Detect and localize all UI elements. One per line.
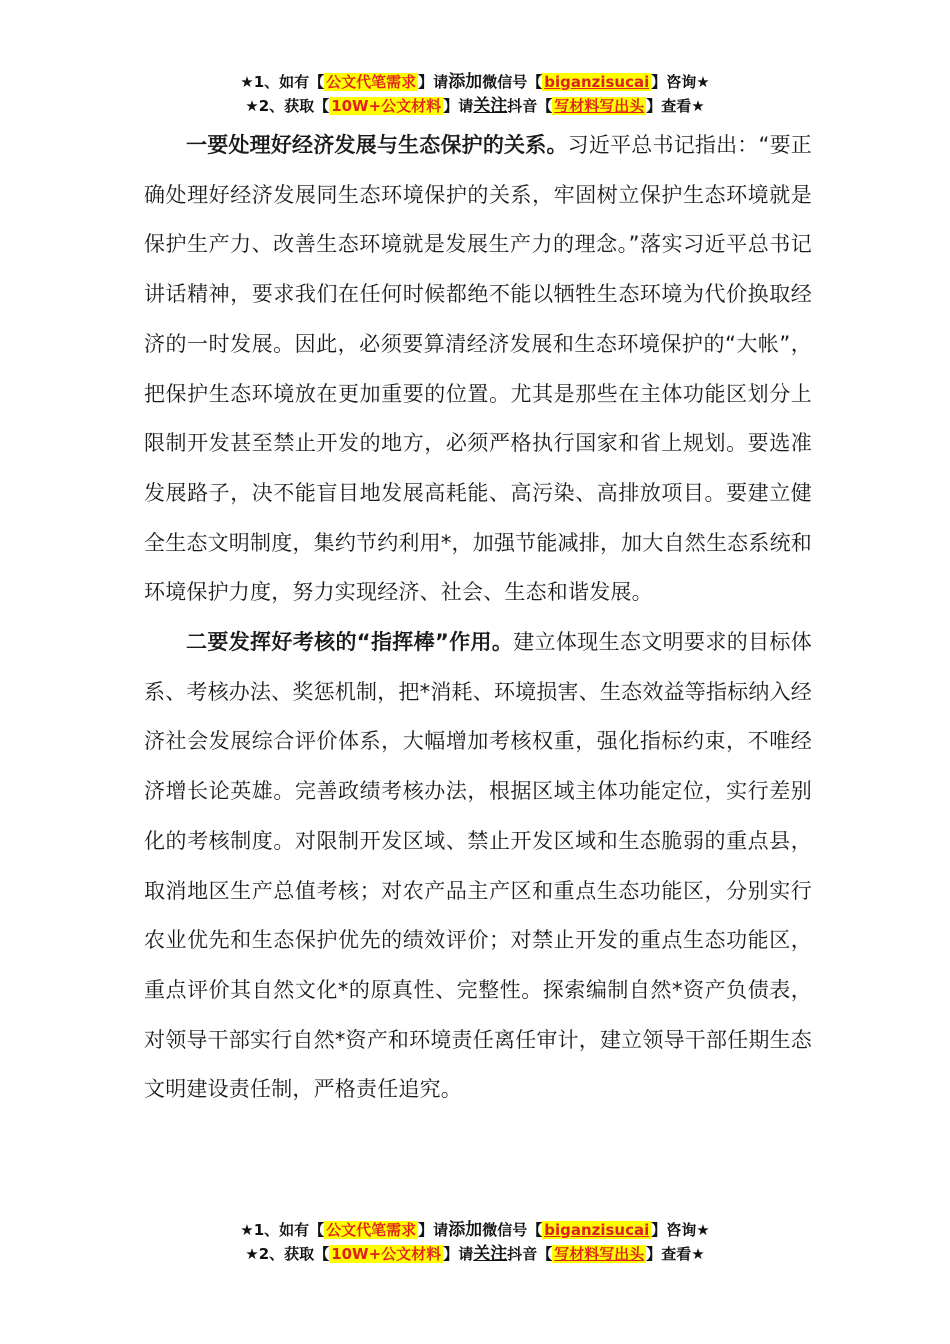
paragraph-2 xyxy=(144,618,812,1115)
footer-banner-line-2: ★2、获取【 10W+公文材料 】请关注抖音【 写材料写出头 】查看★ xyxy=(245,1244,705,1264)
paragraph-1-heading: 一要处理好经济发展与生态保护的关系。 xyxy=(186,133,568,157)
footer-highlight-douyin: 写材料写出头 xyxy=(554,1245,645,1263)
banner-highlight-douyin: 写材料写出头 xyxy=(554,97,645,115)
footer-banner-line-1: ★1、如有【 公文代笔需求 】请添加微信号【 biganzisucai 】咨询★ xyxy=(240,1220,710,1240)
paragraph-2-text: 建立体现生态文明要求的目标体系、考核办法、奖惩机制，把*消耗、环境损害、生态效益等指标纳入经济社会发展综合评价体系，大幅增加考核权重，强化指标约束，不唯经济增长论英雄。完善政绩考核办法，根据区域主体功能定位，实行差别化的考核制度。对限制开发区域、禁止开发区域和生态脆弱的重点县，取消地区生产总值考核；对农产品主产区和重点生态功能区，分别实行农业优先和生态保护优先的绩效评价；对禁止开发的重点生态功能区，重点评价其自然文化*的原真性、完整性。探索编制自然*资产负债表，对领导干部实行自然*资产和环境责任离任审计，建立领导干部任期生态文明建设责任制，严格责任追究。 xyxy=(144,630,812,1102)
footer-highlight-service: 公文代笔需求 xyxy=(326,1221,417,1239)
banner-highlight-materials: 10W+公文材料 xyxy=(331,97,442,115)
banner-line-2: ★2、获取【 10W+公文材料 】请关注抖音【 写材料写出头 】查看★ xyxy=(245,96,705,116)
banner-highlight-wechat-id: biganzisucai xyxy=(544,73,650,91)
paragraph-1-text: 习近平总书记指出：“要正确处理好经济发展同生态环境保护的关系，牢固树立保护生态环境就是保护生产力、改善生态环境就是发展生产力的理念。”落实习近平总书记讲话精神，要求我们在任何时候都绝不能以牺牲生态环境为代价换取经济的一时发展。因此，必须要算清经济发展和生态环境保护的“大帐”，把保护生态环境放在更加重要的位置。尤其是那些在主体功能区划分上限制开发甚至禁止开发的地方，必须严格执行国家和省上规划。要选准发展路子，决不能盲目地发展高耗能、高污染、高排放项目。要建立健全生态文明制度，集约节约利用*，加强节能减排，加大自然生态系统和环境保护力度，努力实现经济、社会、生态和谐发展。 xyxy=(144,133,812,605)
header-banner xyxy=(0,70,950,118)
footer-highlight-wechat-id: biganzisucai xyxy=(544,1221,650,1239)
footer-banner xyxy=(0,1218,950,1266)
paragraph-2-heading: 二要发挥好考核的“指挥棒”作用。 xyxy=(186,630,514,655)
banner-line-1: ★1、如有【 公文代笔需求 】请添加微信号【 biganzisucai 】咨询★ xyxy=(240,72,710,92)
banner-highlight-service: 公文代笔需求 xyxy=(326,73,417,91)
document-body xyxy=(144,121,812,1115)
paragraph-1 xyxy=(144,121,812,618)
footer-highlight-materials: 10W+公文材料 xyxy=(331,1245,442,1263)
